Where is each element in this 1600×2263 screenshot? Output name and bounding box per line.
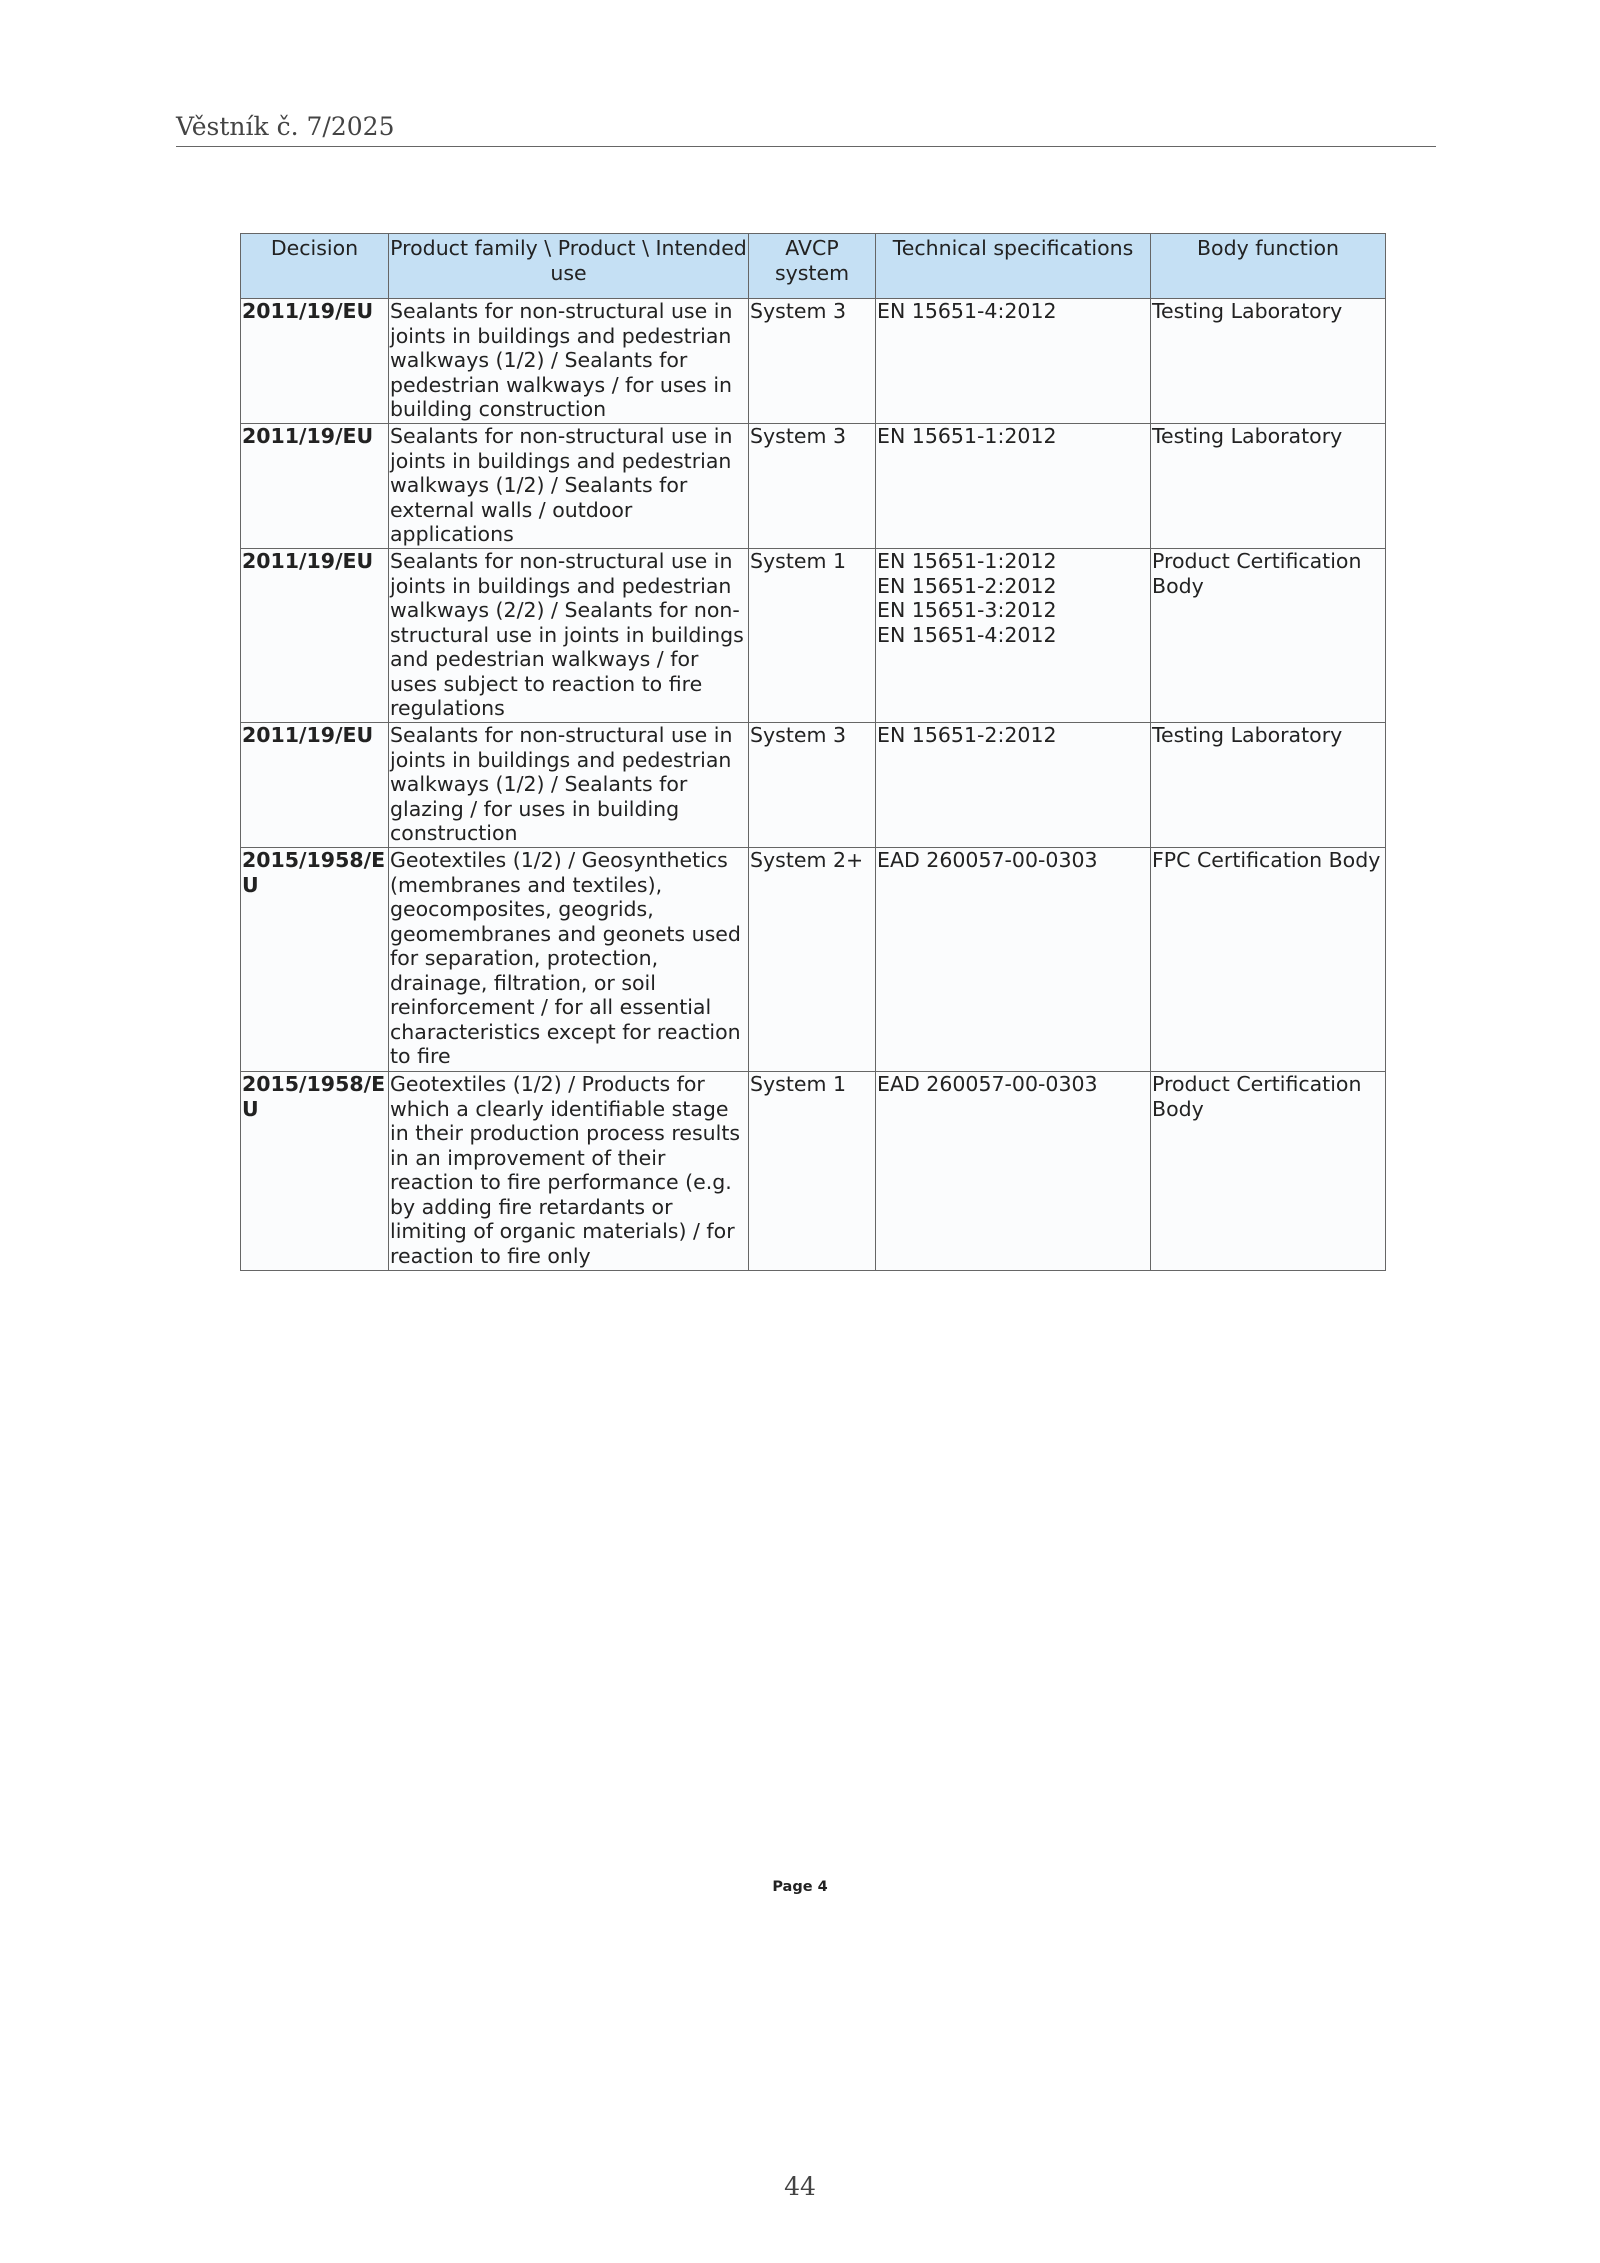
body-cell: Testing Laboratory [1151,424,1386,549]
table-row [241,299,1386,424]
table-row [241,1072,1386,1271]
spec-line: EN 15651-1:2012 [877,549,1057,573]
body-cell: Product Certification Body [1151,549,1386,723]
table-row [241,848,1386,1072]
column-header-body: Body function [1151,234,1386,299]
spec-line: EAD 260057-00-0303 [877,1072,1098,1096]
avcp-cell: System 1 [749,1072,876,1271]
specs-cell [876,549,1151,723]
avcp-cell: System 2+ [749,848,876,1072]
spec-line: EN 15651-3:2012 [877,598,1057,622]
product-cell: Sealants for non-structural use in joints in buildings and pedestrian walkways (1/2) / Sealants for external walls / outdoor applications [389,424,749,549]
avcp-cell: System 3 [749,424,876,549]
body-cell: Testing Laboratory [1151,723,1386,848]
decision-cell: 2011/19/EU [241,299,389,424]
specifications-table [240,233,1386,1271]
journal-title: Věstník č. 7/2025 [176,112,395,141]
avcp-cell: System 3 [749,299,876,424]
product-cell: Geotextiles (1/2) / Geosynthetics (membranes and textiles), geocomposites, geogrids, geomembranes and geonets used for separation, protection, drainage, filtration, or soil reinforcement / for all essential characteristics except for reaction to fire [389,848,749,1072]
decision-cell: 2015/1958/EU [241,1072,389,1271]
specs-cell [876,848,1151,1072]
column-header-avcp: AVCP system [749,234,876,299]
spec-line: EN 15651-1:2012 [877,424,1057,448]
spec-line: EAD 260057-00-0303 [877,848,1098,872]
avcp-cell: System 1 [749,549,876,723]
spec-line: EN 15651-2:2012 [877,573,1057,598]
specs-cell [876,1072,1151,1271]
avcp-cell: System 3 [749,723,876,848]
table-header-row [241,234,1386,299]
specs-cell [876,723,1151,848]
header-rule [176,146,1436,147]
specs-cell [876,424,1151,549]
table-row [241,723,1386,848]
spec-line: EN 15651-4:2012 [877,299,1057,323]
product-cell: Sealants for non-structural use in joints in buildings and pedestrian walkways (1/2) / Sealants for glazing / for uses in building construction [389,723,749,848]
column-header-product: Product family \ Product \ Intended use [389,234,749,299]
decision-cell: 2011/19/EU [241,549,389,723]
table-row [241,424,1386,549]
decision-cell: 2011/19/EU [241,723,389,848]
spec-line: EN 15651-2:2012 [877,723,1057,747]
body-cell: Product Certification Body [1151,1072,1386,1271]
column-header-specs: Technical specifications [876,234,1151,299]
column-header-decision: Decision [241,234,389,299]
specs-cell [876,299,1151,424]
decision-cell: 2011/19/EU [241,424,389,549]
product-cell: Geotextiles (1/2) / Products for which a clearly identifiable stage in their production process results in an improvement of their reaction to fire performance (e.g. by adding fire retardants or limiting of organic materials) / for reaction to fire only [389,1072,749,1271]
product-cell: Sealants for non-structural use in joints in buildings and pedestrian walkways (1/2) / Sealants for pedestrian walkways / for uses in building construction [389,299,749,424]
product-cell: Sealants for non-structural use in joints in buildings and pedestrian walkways (2/2) / Sealants for non-structural use in joints in buildings and pedestrian walkways / for uses subject to reaction to fire regulations [389,549,749,723]
body-cell: Testing Laboratory [1151,299,1386,424]
body-cell: FPC Certification Body [1151,848,1386,1072]
page-number: 44 [784,2172,816,2201]
decision-cell: 2015/1958/EU [241,848,389,1072]
table-row [241,549,1386,723]
spec-line: EN 15651-4:2012 [877,622,1057,647]
page-label: Page 4 [772,1879,828,1895]
